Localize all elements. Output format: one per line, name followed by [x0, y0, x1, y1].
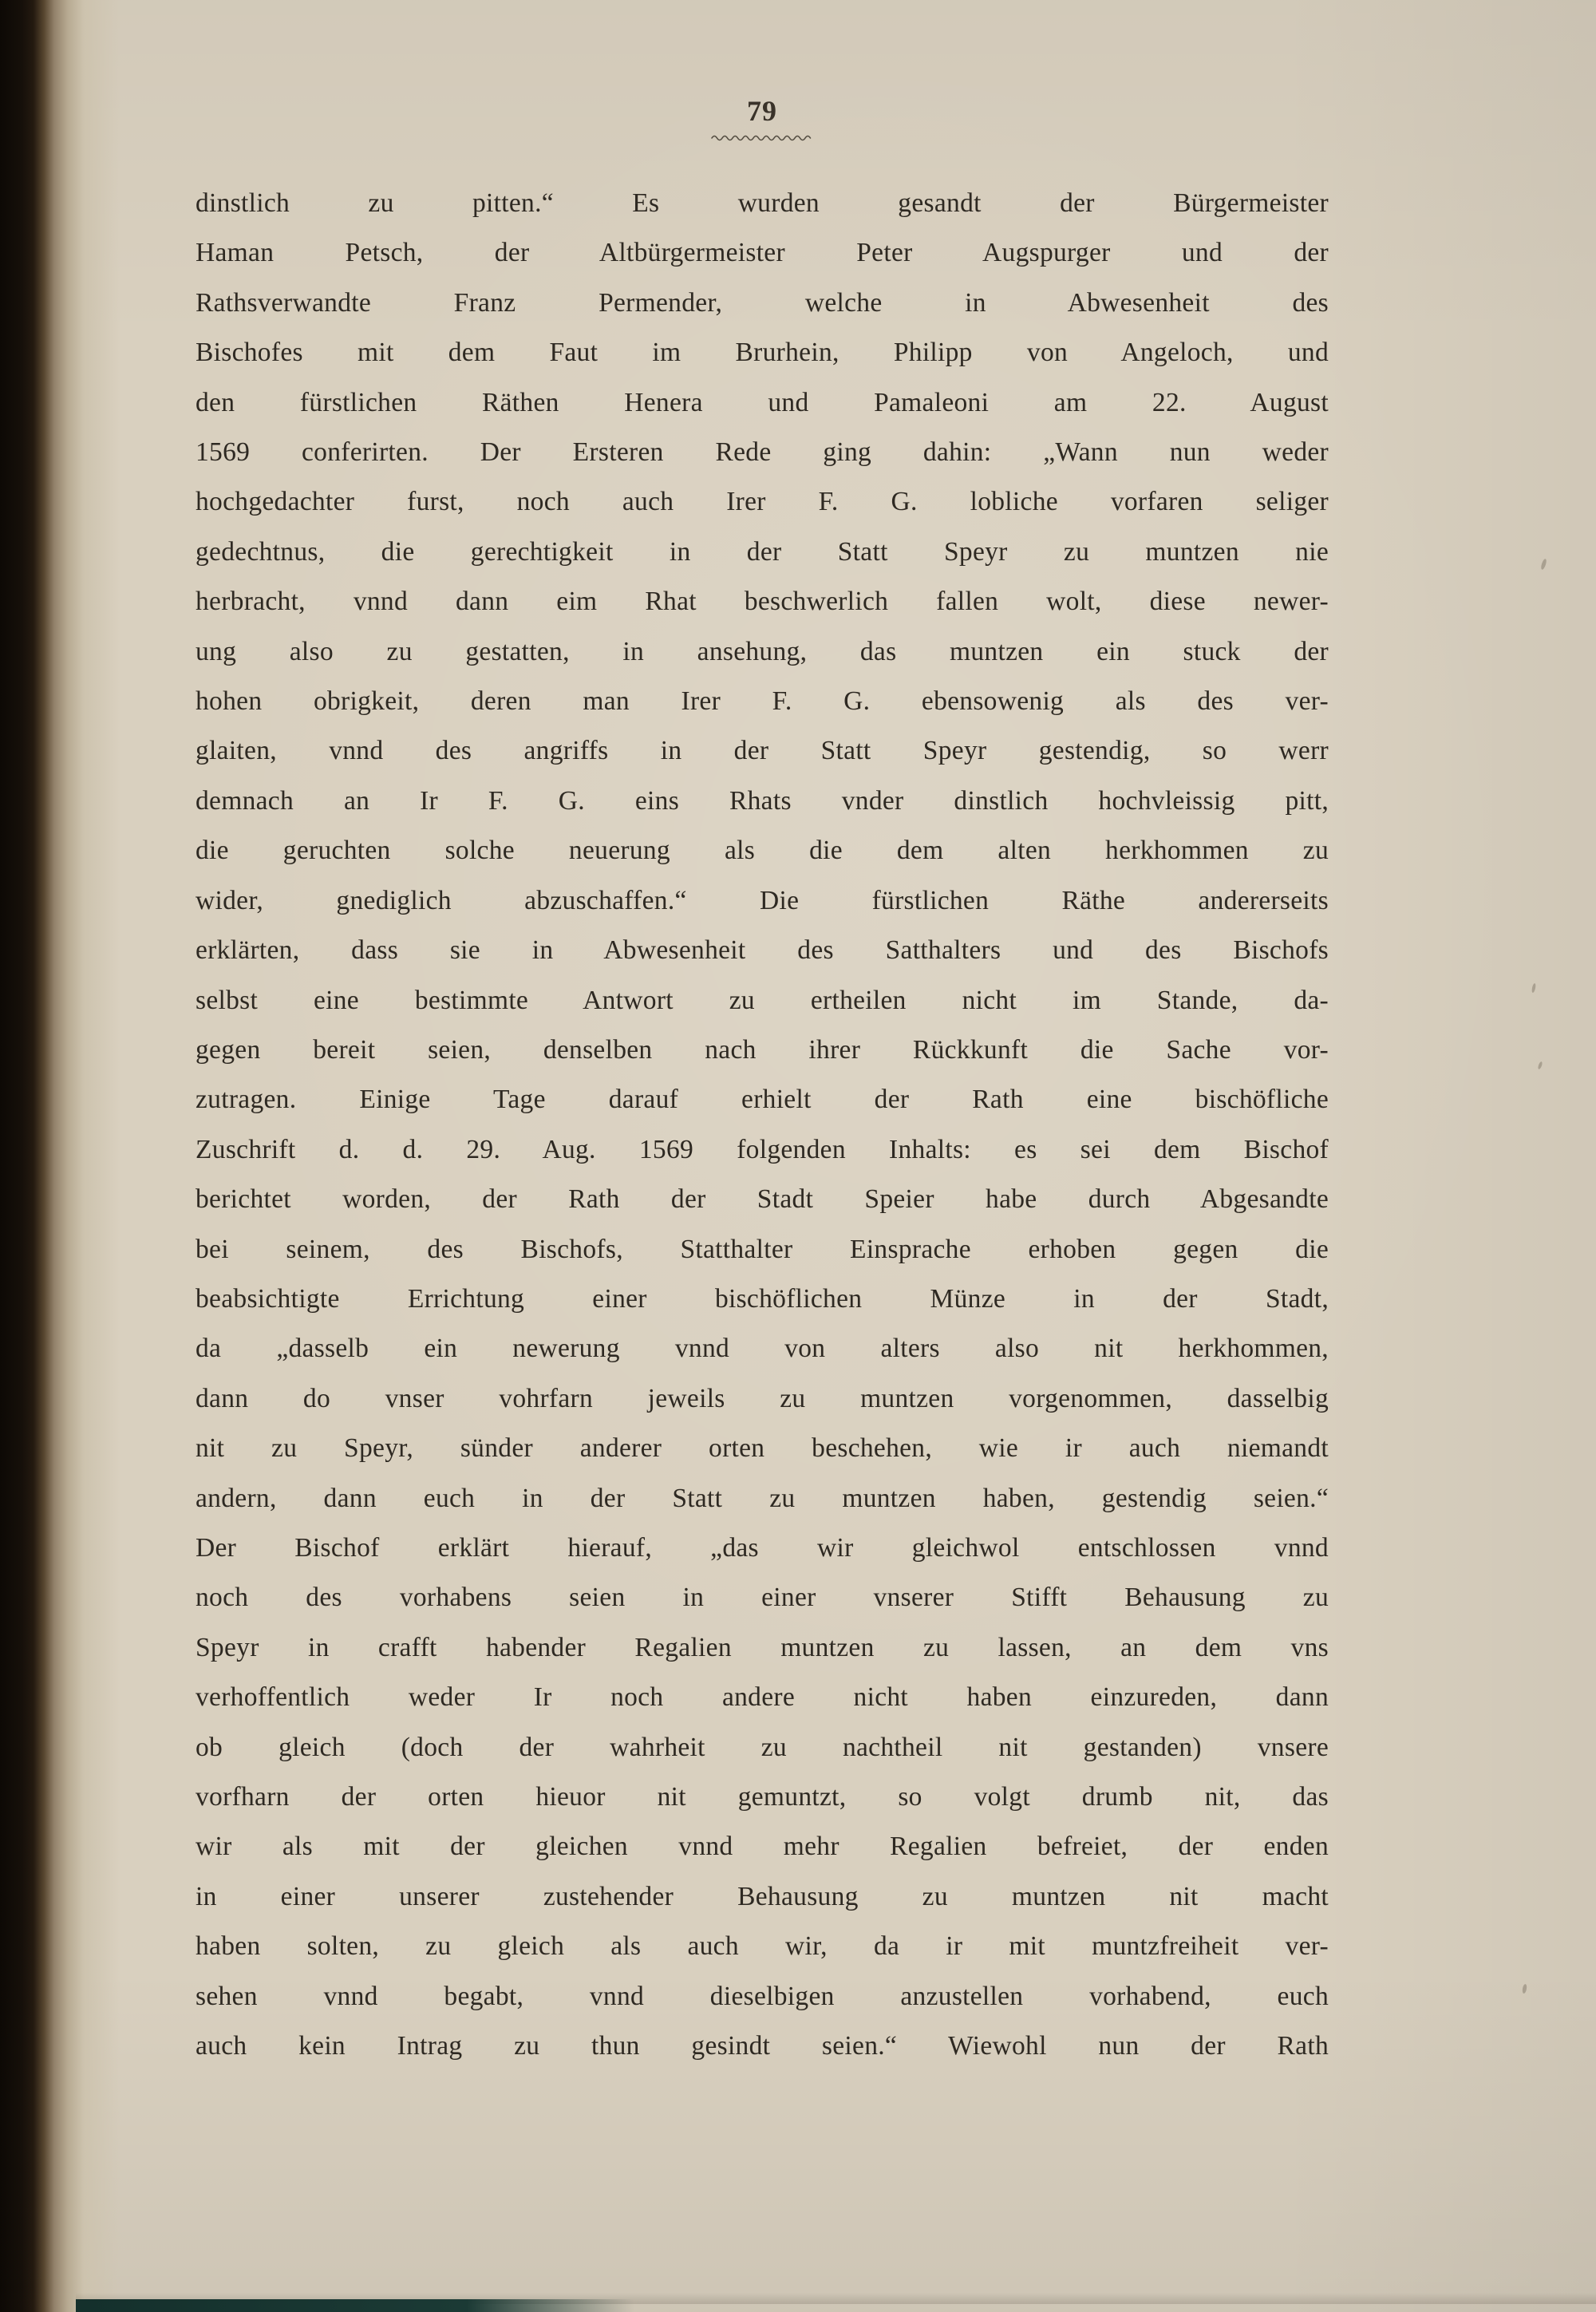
text-line: wider, gnediglich abzuschaffen.“ Die fürstlichen Räthe andererseits — [196, 885, 1329, 915]
squiggle-rule-icon — [710, 132, 814, 142]
text-line: verhoffentlich weder Ir noch andere nicht haben einzureden, dann — [196, 1682, 1329, 1713]
text-line: Der Bischof erklärt hierauf, „das wir gleichwol entschlossen vnnd — [196, 1532, 1329, 1563]
text-line: hohen obrigkeit, deren man Irer F. G. ebensowenig als des ver- — [196, 686, 1329, 717]
text-line: beabsichtigte Errichtung einer bischöflichen Münze in der Stadt, — [196, 1283, 1329, 1314]
text-line: auch kein Intrag zu thun gesindt seien.“ Wiewohl nun der Rath — [196, 2031, 1329, 2061]
text-line: berichtet worden, der Rath der Stadt Speier habe durch Abgesandte — [196, 1184, 1329, 1215]
text-line: zutragen. Einige Tage darauf erhielt der Rath eine bischöfliche — [196, 1085, 1329, 1115]
text-line: ob gleich (doch der wahrheit zu nachtheil nit gestanden) vnsere — [196, 1732, 1329, 1762]
page-number: 79 — [747, 95, 777, 127]
text-line: herbracht, vnnd dann eim Rhat beschwerlich fallen wolt, diese newer- — [196, 587, 1329, 617]
book-binding-edge — [0, 0, 120, 2312]
text-line: haben solten, zu gleich als auch wir, da ir mit muntzfreiheit ver- — [196, 1931, 1329, 1962]
text-line: bei seinem, des Bischofs, Statthalter Einsprache erhoben gegen die — [196, 1234, 1329, 1264]
text-line: noch des vorhabens seien in einer vnserer Stifft Behausung zu — [196, 1583, 1329, 1613]
text-line: da „dasselb ein newerung vnnd von alters also nit herkhommen, — [196, 1334, 1329, 1364]
text-line: dinstlich zu pitten.“ Es wurden gesandt der Bürgermeister — [196, 188, 1329, 218]
text-line: in einer unserer zustehender Behausung zu muntzen nit macht — [196, 1881, 1329, 1911]
text-line: ung also zu gestatten, in ansehung, das muntzen ein stuck der — [196, 636, 1329, 666]
text-line: die geruchten solche neuerung als die dem alten herkhommen zu — [196, 836, 1329, 866]
text-line: sehen vnnd begabt, vnnd dieselbigen anzustellen vorhabend, euch — [196, 1981, 1329, 2011]
text-line: wir als mit der gleichen vnnd mehr Regalien befreiet, der enden — [196, 1832, 1329, 1862]
text-line: dann do vnser vohrfarn jeweils zu muntzen vorgenommen, dasselbig — [196, 1383, 1329, 1413]
text-line: Zuschrift d. d. 29. Aug. 1569 folgenden Inhalts: es sei dem Bischof — [196, 1134, 1329, 1164]
text-line: Rathsverwandte Franz Permender, welche in Abwesenheit des — [196, 287, 1329, 318]
text-line: selbst eine bestimmte Antwort zu ertheilen nicht im Stande, da- — [196, 985, 1329, 1015]
text-line: Speyr in crafft habender Regalien muntzen zu lassen, an dem vns — [196, 1632, 1329, 1662]
text-line: gedechtnus, die gerechtigkeit in der Statt Speyr zu muntzen nie — [196, 536, 1329, 567]
text-line: 1569 conferirten. Der Ersteren Rede ging dahin: „Wann nun weder — [196, 437, 1329, 468]
text-line: hochgedachter furst, noch auch Irer F. G. lobliche vorfaren seliger — [196, 487, 1329, 517]
text-line: andern, dann euch in der Statt zu muntzen haben, gestendig seien.“ — [196, 1483, 1329, 1513]
text-line: den fürstlichen Räthen Henera und Pamaleoni am 22. August — [196, 387, 1329, 417]
book-cover-edge — [76, 2299, 634, 2312]
page-number-divider — [196, 132, 1329, 142]
text-line: Bischofes mit dem Faut im Brurhein, Philipp von Angeloch, und — [196, 338, 1329, 368]
text-line: vorfharn der orten hieuor nit gemuntzt, so volgt drumb nit, das — [196, 1782, 1329, 1812]
text-line: nit zu Speyr, sünder anderer orten beschehen, wie ir auch niemandt — [196, 1433, 1329, 1464]
page-content — [196, 94, 1329, 2071]
text-line: gegen bereit seien, denselben nach ihrer Rückkunft die Sache vor- — [196, 1034, 1329, 1065]
text-line: erklärten, dass sie in Abwesenheit des Satthalters und des Bischofs — [196, 935, 1329, 966]
text-line: Haman Petsch, der Altbürgermeister Peter Augspurger und der — [196, 238, 1329, 268]
text-line: demnach an Ir F. G. eins Rhats vnder dinstlich hochvleissig pitt, — [196, 785, 1329, 816]
text-block — [196, 179, 1329, 2071]
text-line: glaiten, vnnd des angriffs in der Statt Speyr gestendig, so werr — [196, 736, 1329, 766]
